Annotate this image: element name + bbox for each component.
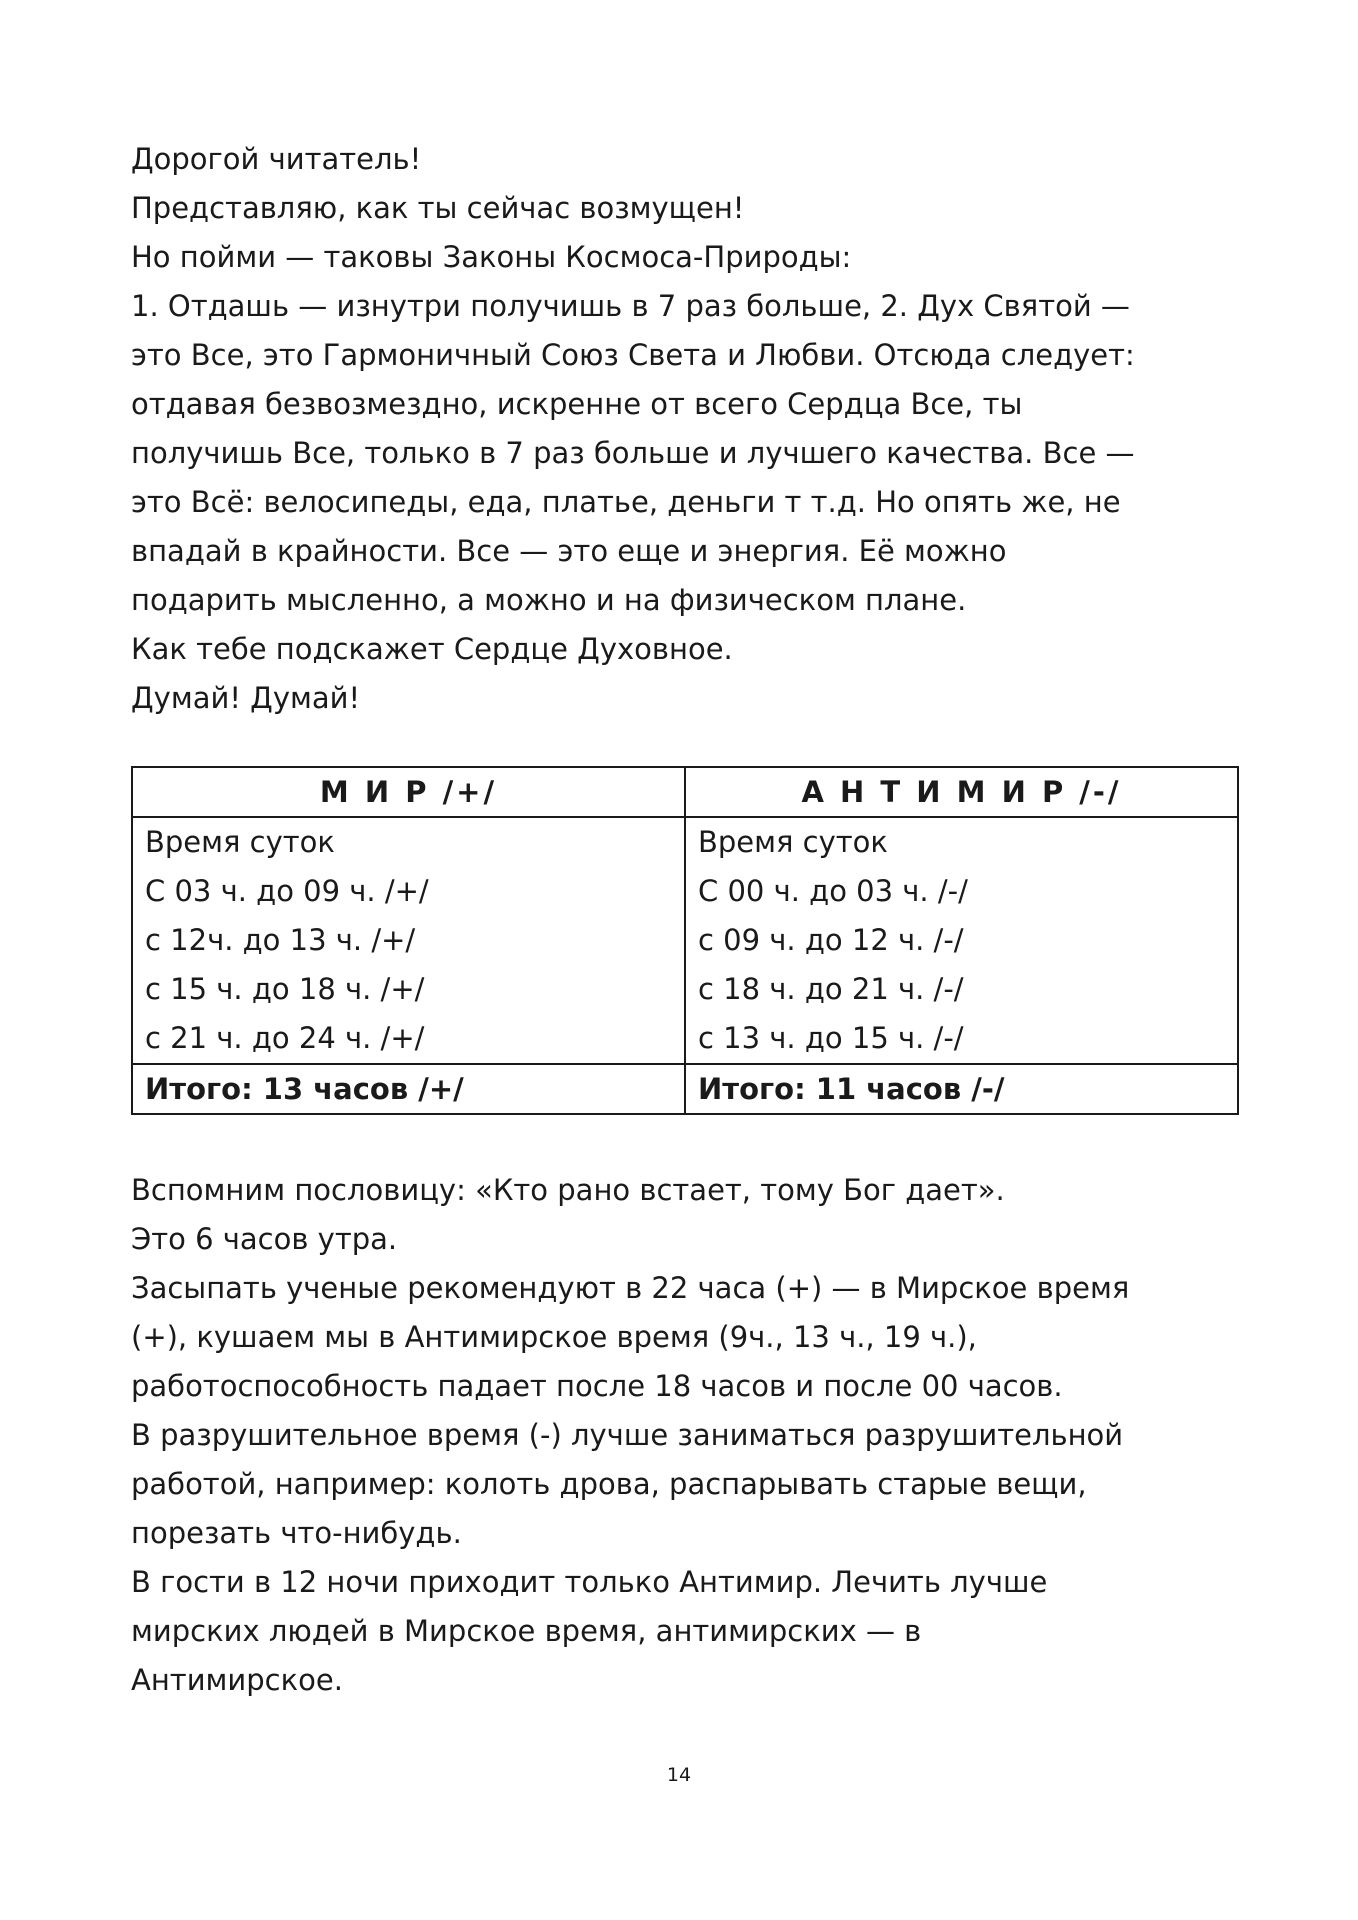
table-cell: с 15 ч. до 18 ч. /+/ (145, 972, 425, 1006)
outro-text (131, 1166, 1241, 1705)
table-row (132, 817, 1238, 1064)
text-line: работой, например: колоть дрова, распарывать старые вещи, (131, 1467, 1087, 1501)
table-cell: с 21 ч. до 24 ч. /+/ (145, 1021, 425, 1055)
text-line: Засыпать ученые рекомендуют в 22 часа (+) — в Мирское время (131, 1271, 1130, 1305)
table-cell: с 09 ч. до 12 ч. /-/ (698, 923, 964, 957)
text-line: Антимирское. (131, 1663, 343, 1697)
text-line: это Всё: велосипеды, еда, платье, деньги т т.д. Но опять же, не (131, 485, 1121, 519)
table-total-row (132, 1064, 1238, 1114)
text-line: 1. Отдашь — изнутри получишь в 7 раз больше, 2. Дух Святой — (131, 289, 1130, 323)
table-cell: с 13 ч. до 15 ч. /-/ (698, 1021, 964, 1055)
text-line: В гости в 12 ночи приходит только Антимир. Лечить лучше (131, 1565, 1048, 1599)
table-cell: с 18 ч. до 21 ч. /-/ (698, 972, 964, 1006)
text-line: (+), кушаем мы в Антимирское время (9ч., 13 ч., 19 ч.), (131, 1320, 977, 1354)
page-number: 14 (666, 1764, 692, 1786)
antimir-column (685, 817, 1238, 1064)
text-line: работоспособность падает после 18 часов и после 00 часов. (131, 1369, 1063, 1403)
table-cell: С 03 ч. до 09 ч. /+/ (145, 874, 429, 908)
mir-total: Итого: 13 часов /+/ (132, 1064, 685, 1114)
header-mir: М И Р /+/ (132, 767, 685, 817)
table-header-row (132, 767, 1238, 817)
text-line: Это 6 часов утра. (131, 1222, 398, 1256)
text-line: мирских людей в Мирское время, антимирских — в (131, 1614, 922, 1648)
mir-antimir-table (131, 766, 1239, 1115)
header-antimir: А Н Т И М И Р /-/ (685, 767, 1238, 817)
text-line: Но пойми — таковы Законы Космоса-Природы: (131, 240, 852, 274)
text-line: отдавая безвозмездно, искренне от всего Сердца Все, ты (131, 387, 1023, 421)
text-line: подарить мысленно, а можно и на физическом плане. (131, 583, 967, 617)
antimir-total: Итого: 11 часов /-/ (685, 1064, 1238, 1114)
table-cell: Время суток (145, 825, 335, 859)
time-table (131, 766, 1239, 1115)
text-line: В разрушительное время (-) лучше заниматься разрушительной (131, 1418, 1124, 1452)
table-cell: Время суток (698, 825, 888, 859)
text-line: Думай! Думай! (131, 681, 361, 715)
intro-text (131, 135, 1241, 723)
text-line: Дорогой читатель! (131, 142, 422, 176)
text-line: Вспомним пословицу: «Кто рано встает, тому Бог дает». (131, 1173, 1005, 1207)
mir-column (132, 817, 685, 1064)
text-line: впадай в крайности. Все — это еще и энергия. Её можно (131, 534, 1007, 568)
text-line: Представляю, как ты сейчас возмущен! (131, 191, 745, 225)
text-line: порезать что-нибудь. (131, 1516, 462, 1550)
text-line: Как тебе подскажет Сердце Духовное. (131, 632, 733, 666)
text-line: это Все, это Гармоничный Союз Света и Любви. Отсюда следует: (131, 338, 1135, 372)
text-line: получишь Все, только в 7 раз больше и лучшего качества. Все — (131, 436, 1135, 470)
table-cell: с 12ч. до 13 ч. /+/ (145, 923, 416, 957)
table-cell: С 00 ч. до 03 ч. /-/ (698, 874, 968, 908)
